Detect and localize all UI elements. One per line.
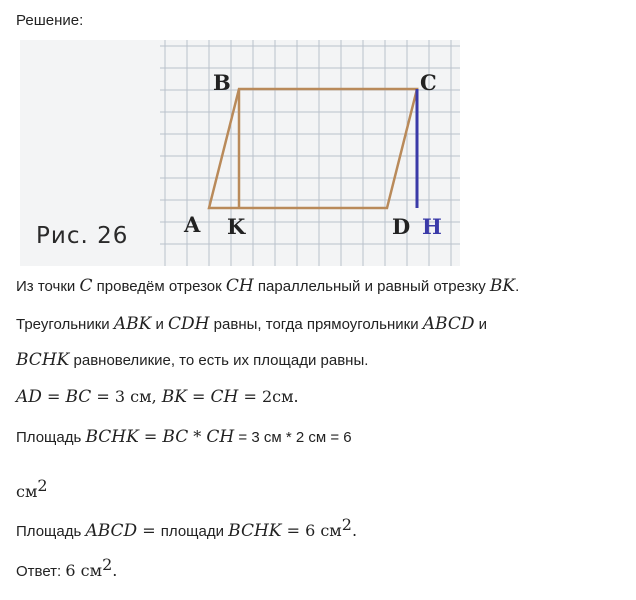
superscript: 2 xyxy=(37,476,48,495)
label-h: H xyxy=(422,214,442,239)
math-text: = 2см. xyxy=(238,387,299,406)
math: BCHK xyxy=(85,427,139,447)
math-text: 6 см xyxy=(65,561,103,580)
math-text: = xyxy=(137,521,161,540)
solution-line-6 xyxy=(16,476,48,501)
math-text: = xyxy=(138,427,163,446)
math: BK xyxy=(161,387,187,407)
math: CH xyxy=(206,427,235,447)
math: CDH xyxy=(168,314,210,334)
solution-line-3 xyxy=(16,350,368,370)
math-text: = 3 см, xyxy=(91,387,162,406)
text: площади xyxy=(160,523,229,540)
math-text: = 6 см xyxy=(281,521,342,540)
label-k: K xyxy=(227,214,246,239)
solution-line-2 xyxy=(16,314,487,334)
math: BCHK xyxy=(228,521,282,541)
math: AD xyxy=(16,387,42,407)
text: Ответ: xyxy=(16,563,66,580)
math: BCHK xyxy=(16,350,70,370)
math-text: см xyxy=(16,482,38,501)
superscript: 2 xyxy=(102,555,113,574)
grid xyxy=(160,40,460,266)
label-d: D xyxy=(392,214,411,239)
math: BK xyxy=(489,276,516,296)
text: равновеликие, то есть их площади равны. xyxy=(69,352,369,369)
text: Треугольники xyxy=(16,316,114,333)
text: Из точки xyxy=(16,278,80,295)
math: CH xyxy=(210,387,239,407)
math-text: . xyxy=(351,521,358,540)
math: CH xyxy=(225,276,254,296)
math: C xyxy=(79,276,93,296)
solution-line-5 xyxy=(16,427,352,447)
label-b: B xyxy=(213,70,231,95)
heading: Решение: xyxy=(16,12,84,29)
math-text: * xyxy=(188,427,207,446)
math: ABK xyxy=(113,314,152,334)
math: BC xyxy=(162,427,189,447)
answer-line xyxy=(16,555,117,580)
text: проведём отрезок xyxy=(92,278,226,295)
solution-line-4 xyxy=(16,387,299,407)
label-a: A xyxy=(184,212,201,237)
superscript: 2 xyxy=(341,515,352,534)
math: ABCD xyxy=(422,314,475,334)
math: ABCD xyxy=(85,521,138,541)
text: Площадь xyxy=(16,523,86,540)
text: . xyxy=(515,278,520,295)
text: и xyxy=(474,316,488,333)
math-text: = xyxy=(41,387,66,406)
text: параллельный и равный отрезку xyxy=(253,278,490,295)
math-text: = xyxy=(186,387,211,406)
math: BC xyxy=(65,387,92,407)
solution-line-1 xyxy=(16,276,519,296)
figure-caption: Рис. 26 xyxy=(36,223,129,249)
math-text: . xyxy=(112,561,118,580)
text: = 3 см * 2 см = 6 xyxy=(234,429,352,446)
solution-line-7 xyxy=(16,515,357,541)
text: и xyxy=(151,316,169,333)
text: Площадь xyxy=(16,429,86,446)
figure-panel xyxy=(20,40,460,266)
text: равны, тогда прямоугольники xyxy=(209,316,423,333)
label-c: C xyxy=(420,70,437,95)
